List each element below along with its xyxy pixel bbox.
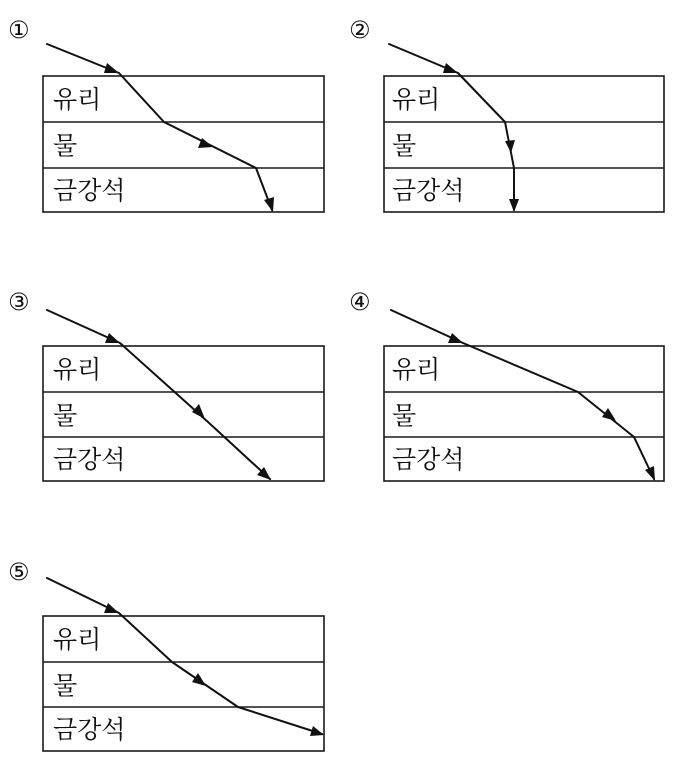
- option-5-marker: ⑤: [8, 558, 30, 586]
- option-1-label-water: 물: [53, 131, 78, 160]
- option-1-arrowhead-incident: [104, 63, 119, 73]
- option-5-arrowhead-incident: [104, 603, 119, 613]
- option-2-arrowhead-incident: [443, 63, 458, 73]
- option-3-label-water: 물: [53, 401, 78, 430]
- option-4-label-diamond: 금강석: [392, 445, 465, 474]
- option-3-marker: ③: [8, 288, 30, 316]
- option-2-marker: ②: [349, 16, 371, 44]
- option-5-label-diamond: 금강석: [53, 715, 126, 744]
- option-3-label-glass: 유리: [53, 355, 102, 384]
- option-3-arrowhead-incident: [105, 333, 120, 343]
- option-4-label-water: 물: [392, 401, 417, 430]
- option-2-label-glass: 유리: [392, 85, 441, 114]
- option-5[interactable]: [8, 558, 324, 751]
- option-2-label-water: 물: [392, 131, 417, 160]
- option-4[interactable]: [349, 288, 664, 481]
- option-2-label-diamond: 금강석: [392, 176, 465, 205]
- option-3-label-diamond: 금강석: [53, 445, 126, 474]
- option-3[interactable]: [8, 288, 324, 481]
- option-1[interactable]: [8, 16, 324, 212]
- option-1-label-diamond: 금강석: [53, 176, 126, 205]
- option-4-marker: ④: [349, 288, 371, 316]
- option-5-label-water: 물: [53, 671, 78, 700]
- option-1-marker: ①: [8, 16, 30, 44]
- option-1-label-glass: 유리: [53, 85, 102, 114]
- option-5-label-glass: 유리: [53, 625, 102, 654]
- option-2[interactable]: [349, 16, 664, 212]
- option-4-label-glass: 유리: [392, 355, 441, 384]
- option-4-arrowhead-incident: [448, 333, 463, 343]
